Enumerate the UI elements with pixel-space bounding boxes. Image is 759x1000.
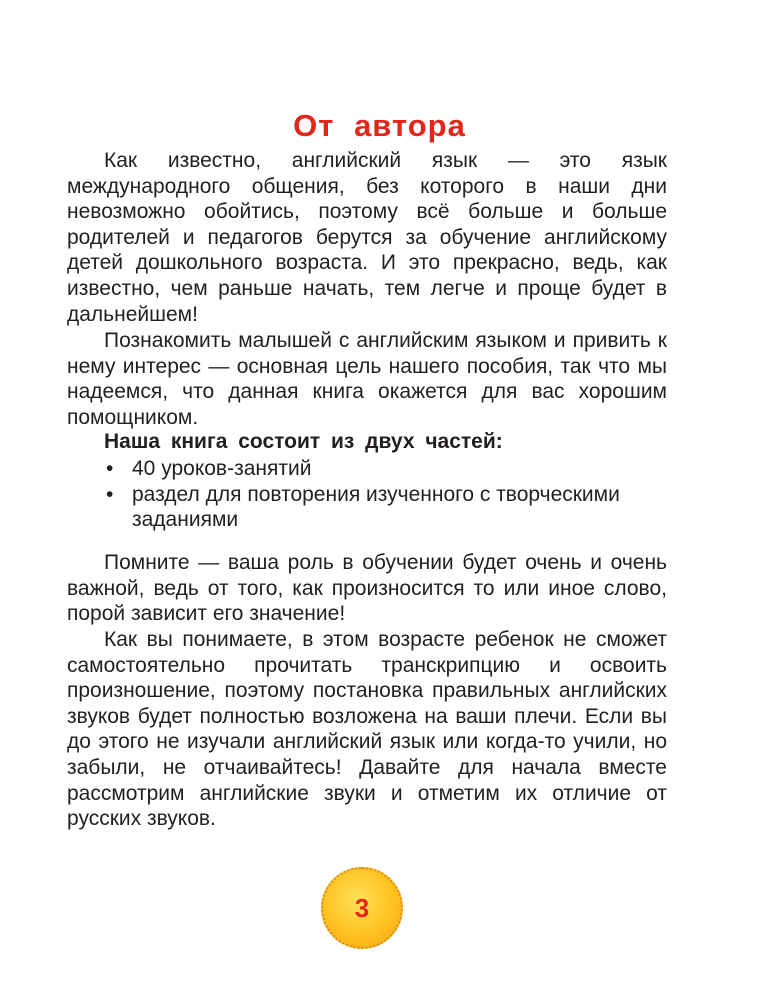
list-item — [104, 456, 667, 482]
goal-paragraph — [67, 328, 667, 430]
page-number: 3 — [354, 892, 370, 923]
paragraph-text: Познакомить малышей с английским языком и привить к нему интерес — основная цель нашего пособия, так что мы надеемся, что данная книга окажется для вас хорошим помощником. — [67, 329, 667, 429]
list-item-text: 40 уроков-занятий — [132, 457, 312, 480]
list-item — [104, 482, 667, 533]
list-item-text: раздел для повторения изученного с творческими заданиями — [132, 482, 620, 532]
book-parts-list — [104, 456, 667, 533]
paragraph-text: Помните — ваша роль в обучении будет очень и очень важной, ведь от того, как произносится то или иное слово, порой зависит его значение! — [67, 551, 667, 626]
page-number-badge — [321, 867, 403, 949]
pronunciation-paragraph — [67, 627, 667, 832]
paragraph-text: Как вы понимаете, в этом возрасте ребенок не сможет самостоятельно прочитать транскрипцию и освоить произношение, поэтому постановка правильных английских звуков будет полностью возложена на ваши плечи. Если вы до этого не изучали английский язык или когда-то учили, но забыли, не отчаивайтесь! Давайте для начала вместе рассмотрим английские звуки и отметим их отличие от русских звуков. — [67, 628, 667, 831]
book-parts-heading: Наша книга состоит из двух частей: — [104, 430, 503, 453]
intro-paragraph — [67, 148, 667, 327]
bullet-icon: • — [106, 457, 114, 480]
bullet-icon: • — [106, 482, 114, 506]
role-paragraph — [67, 550, 667, 627]
paragraph-text: Как известно, английский язык — это язык международного общения, без которого в наши дни невозможно обойтись, поэтому всё больше и больше родителей и педагогов берутся за обучение английскому детей дошкольного возраста. И это прекрасно, ведь, как известно, чем раньше начать, тем легче и проще будет в дальнейшем! — [67, 149, 667, 326]
section-title: От автора — [293, 108, 466, 143]
